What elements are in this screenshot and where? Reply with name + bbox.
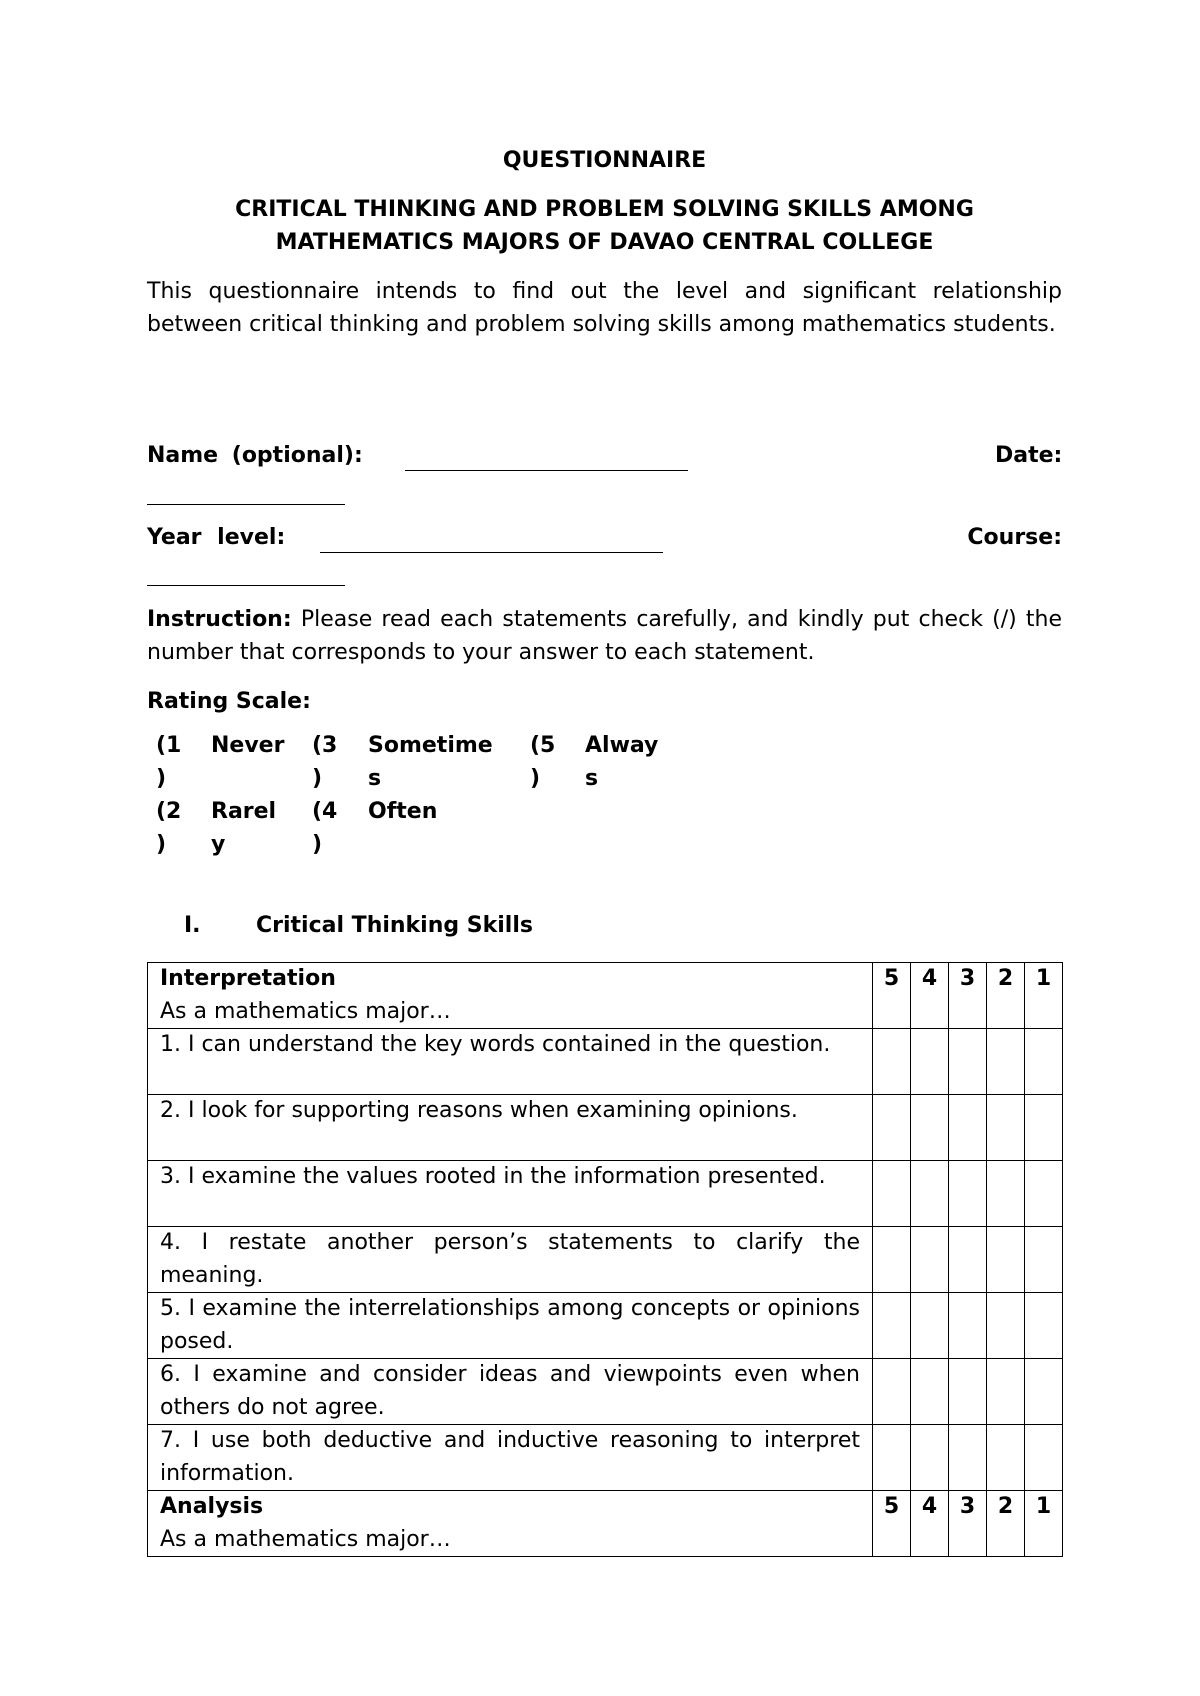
course-label: Course: <box>967 525 1062 550</box>
rating-cell-5[interactable] <box>873 1029 911 1095</box>
rating-cell-1[interactable] <box>1025 1029 1063 1095</box>
rating-cell-1[interactable] <box>1025 1425 1063 1491</box>
rating-cell-2[interactable] <box>987 1161 1025 1227</box>
scale-3-label-wrap: s <box>368 766 382 791</box>
rating-cell-4[interactable] <box>911 1425 949 1491</box>
name-label: Name (optional): <box>147 443 363 468</box>
table-row <box>148 1293 1063 1359</box>
scale-header-1: 1 <box>1025 1491 1063 1557</box>
scale-header-2: 2 <box>987 1491 1025 1557</box>
course-field[interactable] <box>147 585 345 586</box>
instruction-label: Instruction: <box>147 607 292 632</box>
group-heading-cell <box>148 963 873 1029</box>
scale-1-label: Never <box>211 733 285 758</box>
rating-cell-1[interactable] <box>1025 1359 1063 1425</box>
scale-header-3: 3 <box>949 1491 987 1557</box>
rating-cell-3[interactable] <box>949 1227 987 1293</box>
scale-header-4: 4 <box>911 1491 949 1557</box>
rating-cell-1[interactable] <box>1025 1293 1063 1359</box>
critical-thinking-table <box>147 962 1063 1557</box>
statement-cell: 2. I look for supporting reasons when examining opinions. <box>148 1095 873 1161</box>
rating-cell-2[interactable] <box>987 1029 1025 1095</box>
section-title: Critical Thinking Skills <box>256 913 533 938</box>
year-level-field[interactable] <box>320 552 663 553</box>
year-level-label: Year level: <box>147 525 286 550</box>
table-row <box>148 1425 1063 1491</box>
scale-3-label: Sometime <box>368 733 493 758</box>
instruction-text: Please read each statements carefully, and kindly put check (/) the number that corresponds to your answer to each statement. <box>147 607 1062 665</box>
statement-cell: 4. I restate another person’s statements to clarify the meaning. <box>148 1227 873 1293</box>
rating-cell-4[interactable] <box>911 1029 949 1095</box>
group-header-row <box>148 1491 1063 1557</box>
subtitle-line-1: CRITICAL THINKING AND PROBLEM SOLVING SKILLS AMONG <box>235 197 974 222</box>
scale-5-label: Alway <box>585 733 659 758</box>
statement-cell: 1. I can understand the key words contained in the question. <box>148 1029 873 1095</box>
scale-2-number-close: ) <box>156 832 167 857</box>
rating-cell-4[interactable] <box>911 1161 949 1227</box>
group-lead: As a mathematics major… <box>160 998 451 1024</box>
rating-cell-2[interactable] <box>987 1095 1025 1161</box>
rating-cell-2[interactable] <box>987 1293 1025 1359</box>
rating-cell-4[interactable] <box>911 1293 949 1359</box>
rating-cell-3[interactable] <box>949 1095 987 1161</box>
table-row <box>148 1359 1063 1425</box>
name-field[interactable] <box>405 470 688 471</box>
scale-header-5: 5 <box>873 963 911 1029</box>
group-header-row <box>148 963 1063 1029</box>
rating-cell-3[interactable] <box>949 1359 987 1425</box>
group-heading: Interpretation <box>160 966 336 991</box>
table-row <box>148 1029 1063 1095</box>
rating-scale-label: Rating Scale: <box>147 689 311 714</box>
rating-cell-5[interactable] <box>873 1095 911 1161</box>
scale-2-label: Rarel <box>211 799 277 824</box>
table-row <box>148 1095 1063 1161</box>
document-title: QUESTIONNAIRE <box>502 148 707 173</box>
rating-cell-2[interactable] <box>987 1425 1025 1491</box>
rating-cell-3[interactable] <box>949 1293 987 1359</box>
scale-5-number-close: ) <box>530 766 541 791</box>
rating-cell-1[interactable] <box>1025 1161 1063 1227</box>
scale-1-number-close: ) <box>156 766 167 791</box>
rating-cell-3[interactable] <box>949 1161 987 1227</box>
statement-cell: 7. I use both deductive and inductive reasoning to interpret information. <box>148 1425 873 1491</box>
statement-cell: 5. I examine the interrelationships among concepts or opinions posed. <box>148 1293 873 1359</box>
rating-cell-2[interactable] <box>987 1359 1025 1425</box>
scale-3-number: (3 <box>312 733 338 758</box>
rating-cell-5[interactable] <box>873 1425 911 1491</box>
scale-1-number: (1 <box>156 733 182 758</box>
statement-cell: 6. I examine and consider ideas and viewpoints even when others do not agree. <box>148 1359 873 1425</box>
scale-2-number: (2 <box>156 799 182 824</box>
scale-header-1: 1 <box>1025 963 1063 1029</box>
rating-cell-4[interactable] <box>911 1095 949 1161</box>
rating-cell-5[interactable] <box>873 1293 911 1359</box>
rating-cell-5[interactable] <box>873 1161 911 1227</box>
rating-cell-1[interactable] <box>1025 1095 1063 1161</box>
table-row <box>148 1227 1063 1293</box>
intro-paragraph: This questionnaire intends to find out the level and significant relationship between critical thinking and problem solving skills among mathematics students. <box>147 279 1062 337</box>
table-row <box>148 1161 1063 1227</box>
rating-cell-5[interactable] <box>873 1227 911 1293</box>
rating-cell-5[interactable] <box>873 1359 911 1425</box>
scale-3-number-close: ) <box>312 766 323 791</box>
scale-header-4: 4 <box>911 963 949 1029</box>
group-lead: As a mathematics major… <box>160 1526 451 1552</box>
scale-4-number: (4 <box>312 799 338 824</box>
date-label: Date: <box>995 443 1063 468</box>
rating-cell-3[interactable] <box>949 1425 987 1491</box>
rating-cell-4[interactable] <box>911 1227 949 1293</box>
scale-2-label-wrap: y <box>211 832 226 857</box>
rating-cell-1[interactable] <box>1025 1227 1063 1293</box>
instruction-paragraph <box>147 603 1062 669</box>
subtitle-line-2: MATHEMATICS MAJORS OF DAVAO CENTRAL COLLEGE <box>275 230 934 255</box>
section-numeral: I. <box>184 913 201 938</box>
scale-header-5: 5 <box>873 1491 911 1557</box>
date-field[interactable] <box>147 504 345 505</box>
scale-header-2: 2 <box>987 963 1025 1029</box>
scale-header-3: 3 <box>949 963 987 1029</box>
scale-4-number-close: ) <box>312 832 323 857</box>
statement-cell: 3. I examine the values rooted in the information presented. <box>148 1161 873 1227</box>
scale-5-number: (5 <box>530 733 556 758</box>
group-heading-cell <box>148 1491 873 1557</box>
rating-cell-4[interactable] <box>911 1359 949 1425</box>
group-heading: Analysis <box>160 1494 264 1519</box>
rating-cell-2[interactable] <box>987 1227 1025 1293</box>
rating-cell-3[interactable] <box>949 1029 987 1095</box>
scale-4-label: Often <box>368 799 438 824</box>
scale-5-label-wrap: s <box>585 766 599 791</box>
